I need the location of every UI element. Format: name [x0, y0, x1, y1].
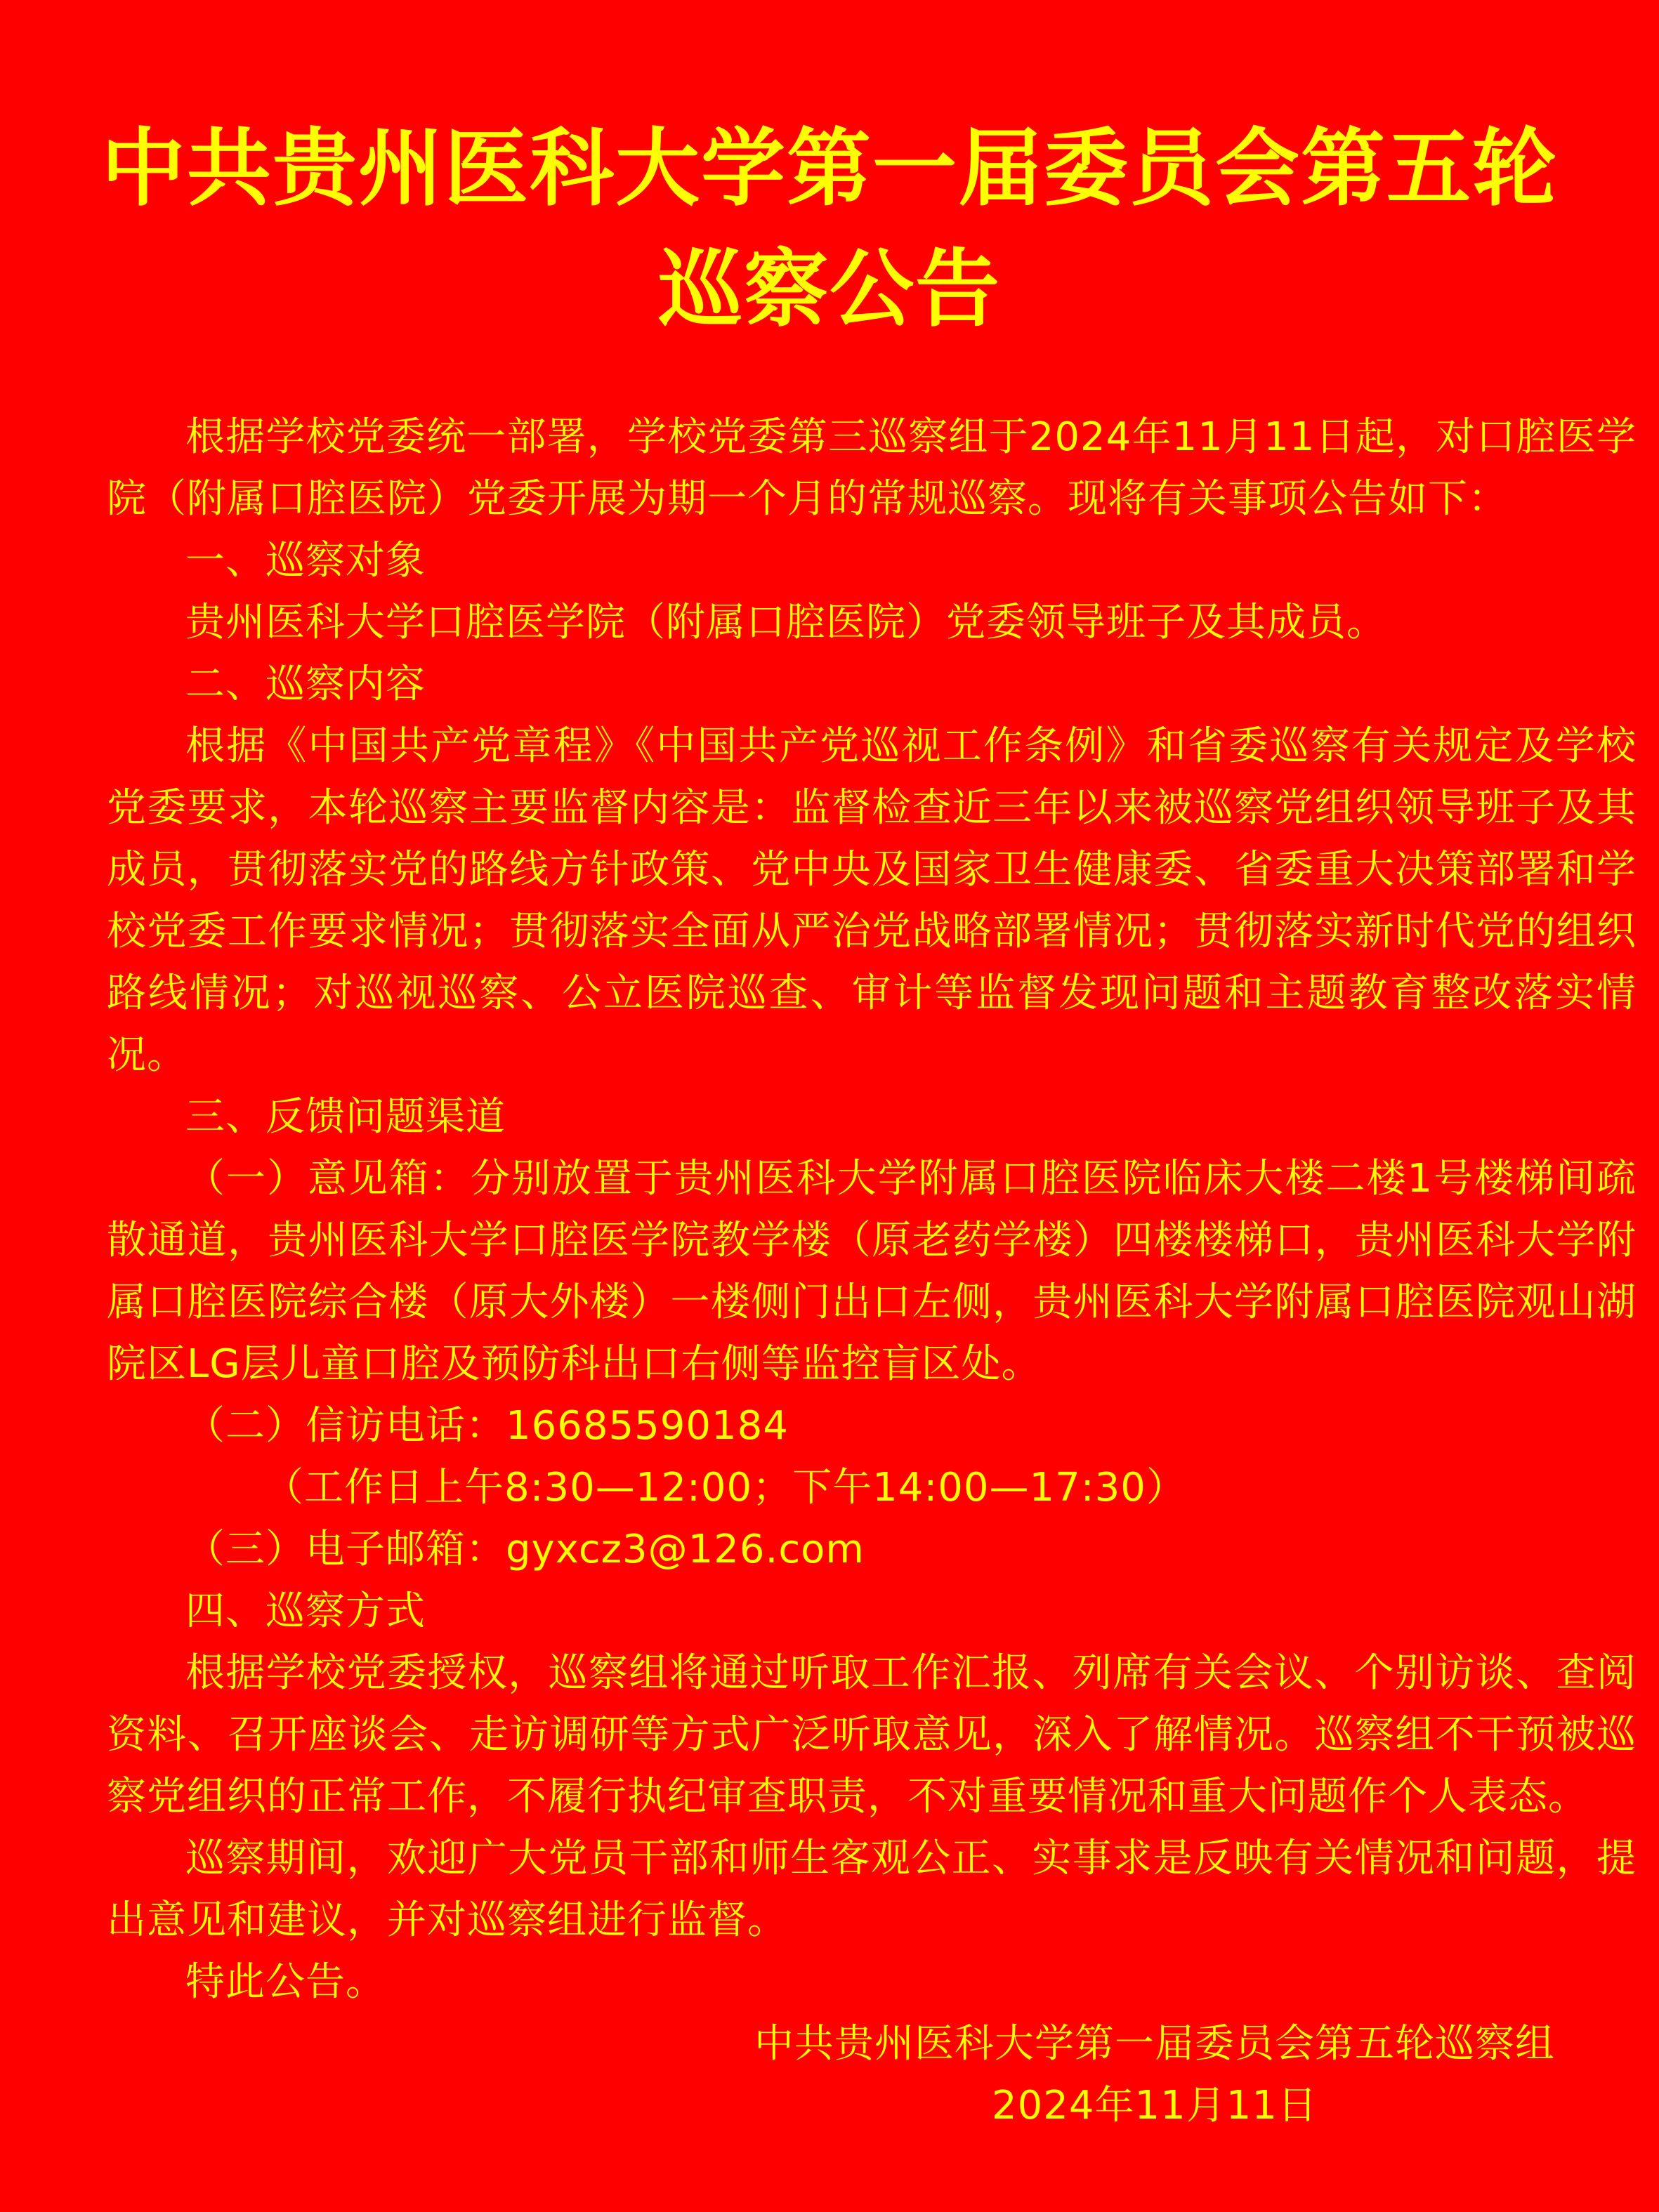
- closing-paragraph: 特此公告。: [185, 1959, 386, 2005]
- title-line-2: 巡察公告: [658, 243, 1001, 336]
- section-1-heading: 一、巡察对象: [185, 538, 426, 584]
- petition-phone-paragraph: （二）信访电话：16685590184: [185, 1403, 789, 1449]
- announcement-body: [0, 407, 1659, 2013]
- email-paragraph: （三）电子邮箱：gyxcz3@126.com: [185, 1527, 865, 1572]
- signature-date: 2024年11月11日: [991, 2083, 1318, 2128]
- section-4-heading: 四、巡察方式: [185, 1588, 426, 1634]
- section-4-body: 根据学校党委授权，巡察组将通过听取工作汇报、列席有关会议、个别访谈、查阅资料、召开座谈会、走访调研等方式广泛听取意见，深入了解情况。巡察组不干预被巡察党组织的正常工作，不履行执纪审查职责，不对重要情况和重大问题作个人表态。: [107, 1650, 1637, 1819]
- section-2-heading: 二、巡察内容: [185, 661, 426, 707]
- section-2-body: 根据《中国共产党章程》《中国共产党巡视工作条例》和省委巡察有关规定及学校党委要求，本轮巡察主要监督内容是：监督检查近三年以来被巡察党组织领导班子及其成员，贯彻落实党的路线方针政策、党中央及国家卫生健康委、省委重大决策部署和学校党委工作要求情况；贯彻落实全面从严治党战略部署情况；贯彻落实新时代党的组织路线情况；对巡视巡察、公立医院巡查、审计等监督发现问题和主题教育整改落实情况。: [107, 723, 1637, 1078]
- feedback-mailbox-paragraph: （一）意见箱：分别放置于贵州医科大学附属口腔医院临床大楼二楼1号楼梯间疏散通道，贵州医科大学口腔医学院教学楼（原老药学楼）四楼楼梯口，贵州医科大学附属口腔医院综合楼（原大外楼）一楼侧门出口左侧，贵州医科大学附属口腔医院观山湖院区LG层儿童口腔及预防科出口右侧等监控盲区处。: [107, 1156, 1637, 1387]
- section-3-heading: 三、反馈问题渠道: [185, 1094, 506, 1140]
- signature-block: [0, 2013, 1659, 2137]
- signature-org: 中共贵州医科大学第一届委员会第五轮巡察组: [754, 2021, 1555, 2067]
- title-line-1: 中共贵州医科大学第一届委员会第五轮: [101, 122, 1558, 216]
- signature-inner: [754, 2013, 1555, 2137]
- announcement-title: [0, 0, 1659, 350]
- welcome-paragraph: 巡察期间，欢迎广大党员干部和师生客观公正、实事求是反映有关情况和问题，提出意见和建议，并对巡察组进行监督。: [107, 1836, 1637, 1943]
- office-hours-paragraph: （工作日上午8:30—12:00；下午14:00—17:30）: [264, 1465, 1186, 1510]
- section-1-body: 贵州医科大学口腔医学院（附属口腔医院）党委领导班子及其成员。: [185, 600, 1386, 645]
- intro-paragraph: 根据学校党委统一部署，学校党委第三巡察组于2024年11月11日起，对口腔医学院（附属口腔医院）党委开展为期一个月的常规巡察。现将有关事项公告如下：: [107, 414, 1637, 522]
